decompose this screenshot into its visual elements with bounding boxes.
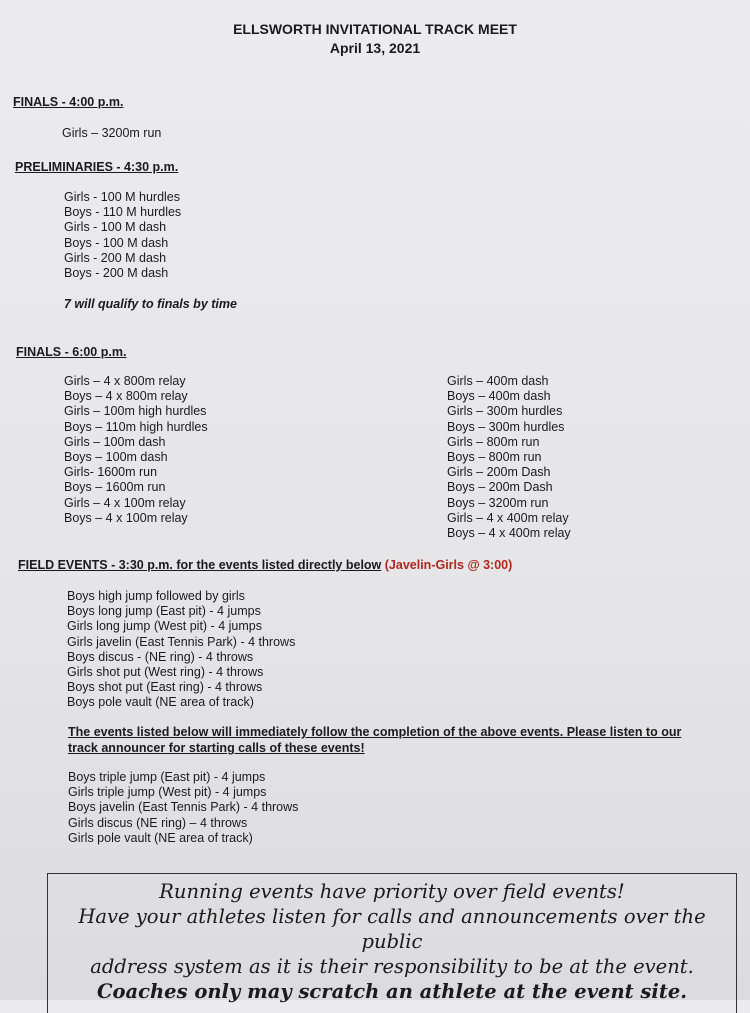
notice-line2: Have your athletes listen for calls and announcements over the public — [78, 905, 706, 953]
meet-date: April 13, 2021 — [329, 40, 421, 56]
event-item: Girls triple jump (West pit) - 4 jumps — [68, 785, 267, 800]
notice-line3: address system as it is their responsibility to be at the event. — [90, 955, 694, 978]
event-item: Boys long jump (East pit) - 4 jumps — [67, 604, 261, 619]
event-item: Boys – 4 x 400m relay — [447, 526, 571, 541]
event-item: Girls – 4 x 800m relay — [64, 374, 186, 388]
follow-note-line2: track announcer for starting calls of these events! — [68, 741, 365, 755]
finals-600-heading: FINALS - 6:00 p.m. — [16, 345, 127, 359]
event-item: Girls long jump (West pit) - 4 jumps — [67, 619, 262, 634]
page-title: ELLSWORTH INVITATIONAL TRACK MEET — [233, 21, 517, 37]
event-item: Girls – 100m dash — [64, 434, 166, 449]
event-item: Boys – 4 x 100m relay — [64, 510, 188, 525]
event-item: Girls – 4 x 100m relay — [64, 495, 186, 510]
event-item: Girls- 1600m run — [64, 465, 158, 480]
priority-notice-box — [47, 873, 737, 1013]
event-item: Girls – 4 x 400m relay — [447, 510, 569, 525]
preliminaries-heading: PRELIMINARIES - 4:30 p.m. — [15, 160, 179, 174]
event-item: Boys shot put (East ring) - 4 throws — [67, 680, 263, 695]
event-item: Boys – 110m high hurdles — [64, 419, 208, 434]
preliminaries-list — [64, 190, 181, 281]
event-item: Girls – 400m dash — [447, 374, 549, 388]
notice-line4: Coaches only may scratch an athlete at the event site. — [96, 980, 688, 1003]
event-item: Boys javelin (East Tennis Park) - 4 throws — [68, 800, 299, 815]
event-item: Girls - 100 M hurdles — [64, 190, 181, 204]
event-item: Girls – 800m run — [447, 434, 540, 449]
event-item: Girls – 3200m run — [62, 126, 162, 140]
event-item: Boys – 200m Dash — [447, 480, 553, 495]
event-item: Boys pole vault (NE area of track) — [67, 695, 254, 710]
event-item: Boys high jump followed by girls — [67, 589, 245, 603]
follow-note-line1: The events listed below will immediately follow the completion of the above events. Please listen to our — [68, 725, 682, 739]
field-events-list — [67, 589, 295, 711]
finals-600-left-list — [64, 374, 208, 526]
javelin-girls-time: (Javelin-Girls @ 3:00) — [384, 558, 513, 572]
follow-events-list — [68, 770, 298, 846]
event-item: Girls – 300m hurdles — [447, 404, 563, 419]
event-item: Boys - 100 M dash — [64, 235, 169, 250]
event-item: Boys – 4 x 800m relay — [64, 389, 188, 404]
event-item: Girls - 200 M dash — [64, 250, 167, 265]
field-events-heading — [18, 558, 512, 572]
event-item: Boys – 100m dash — [64, 450, 168, 465]
field-events-heading-text: FIELD EVENTS - 3:30 p.m. for the events listed directly below — [18, 558, 382, 572]
event-item: Boys - 110 M hurdles — [64, 205, 182, 220]
event-item: Girls – 200m Dash — [447, 465, 551, 480]
event-item: Boys – 3200m run — [447, 495, 549, 510]
notice-line1: Running events have priority over field events! — [159, 880, 625, 903]
event-item: Boys - 200 M dash — [64, 266, 169, 281]
qualify-note: 7 will qualify to finals by time — [64, 297, 237, 311]
event-item: Boys triple jump (East pit) - 4 jumps — [68, 770, 266, 784]
event-item: Girls – 100m high hurdles — [64, 404, 207, 419]
event-item: Boys – 800m run — [447, 450, 542, 465]
finals-400-heading: FINALS - 4:00 p.m. — [13, 95, 124, 109]
event-item: Boys – 1600m run — [64, 480, 166, 495]
event-item: Boys – 300m hurdles — [447, 419, 565, 434]
finals-600-right-list — [447, 374, 571, 541]
event-item: Boys – 400m dash — [447, 389, 551, 404]
event-item: Boys discus - (NE ring) - 4 throws — [67, 649, 254, 664]
event-item: Girls shot put (West ring) - 4 throws — [67, 665, 264, 680]
event-item: Girls - 100 M dash — [64, 220, 167, 235]
event-item: Girls javelin (East Tennis Park) - 4 throws — [67, 634, 296, 649]
event-item: Girls pole vault (NE area of track) — [68, 830, 253, 845]
event-item: Girls discus (NE ring) – 4 throws — [68, 815, 248, 830]
